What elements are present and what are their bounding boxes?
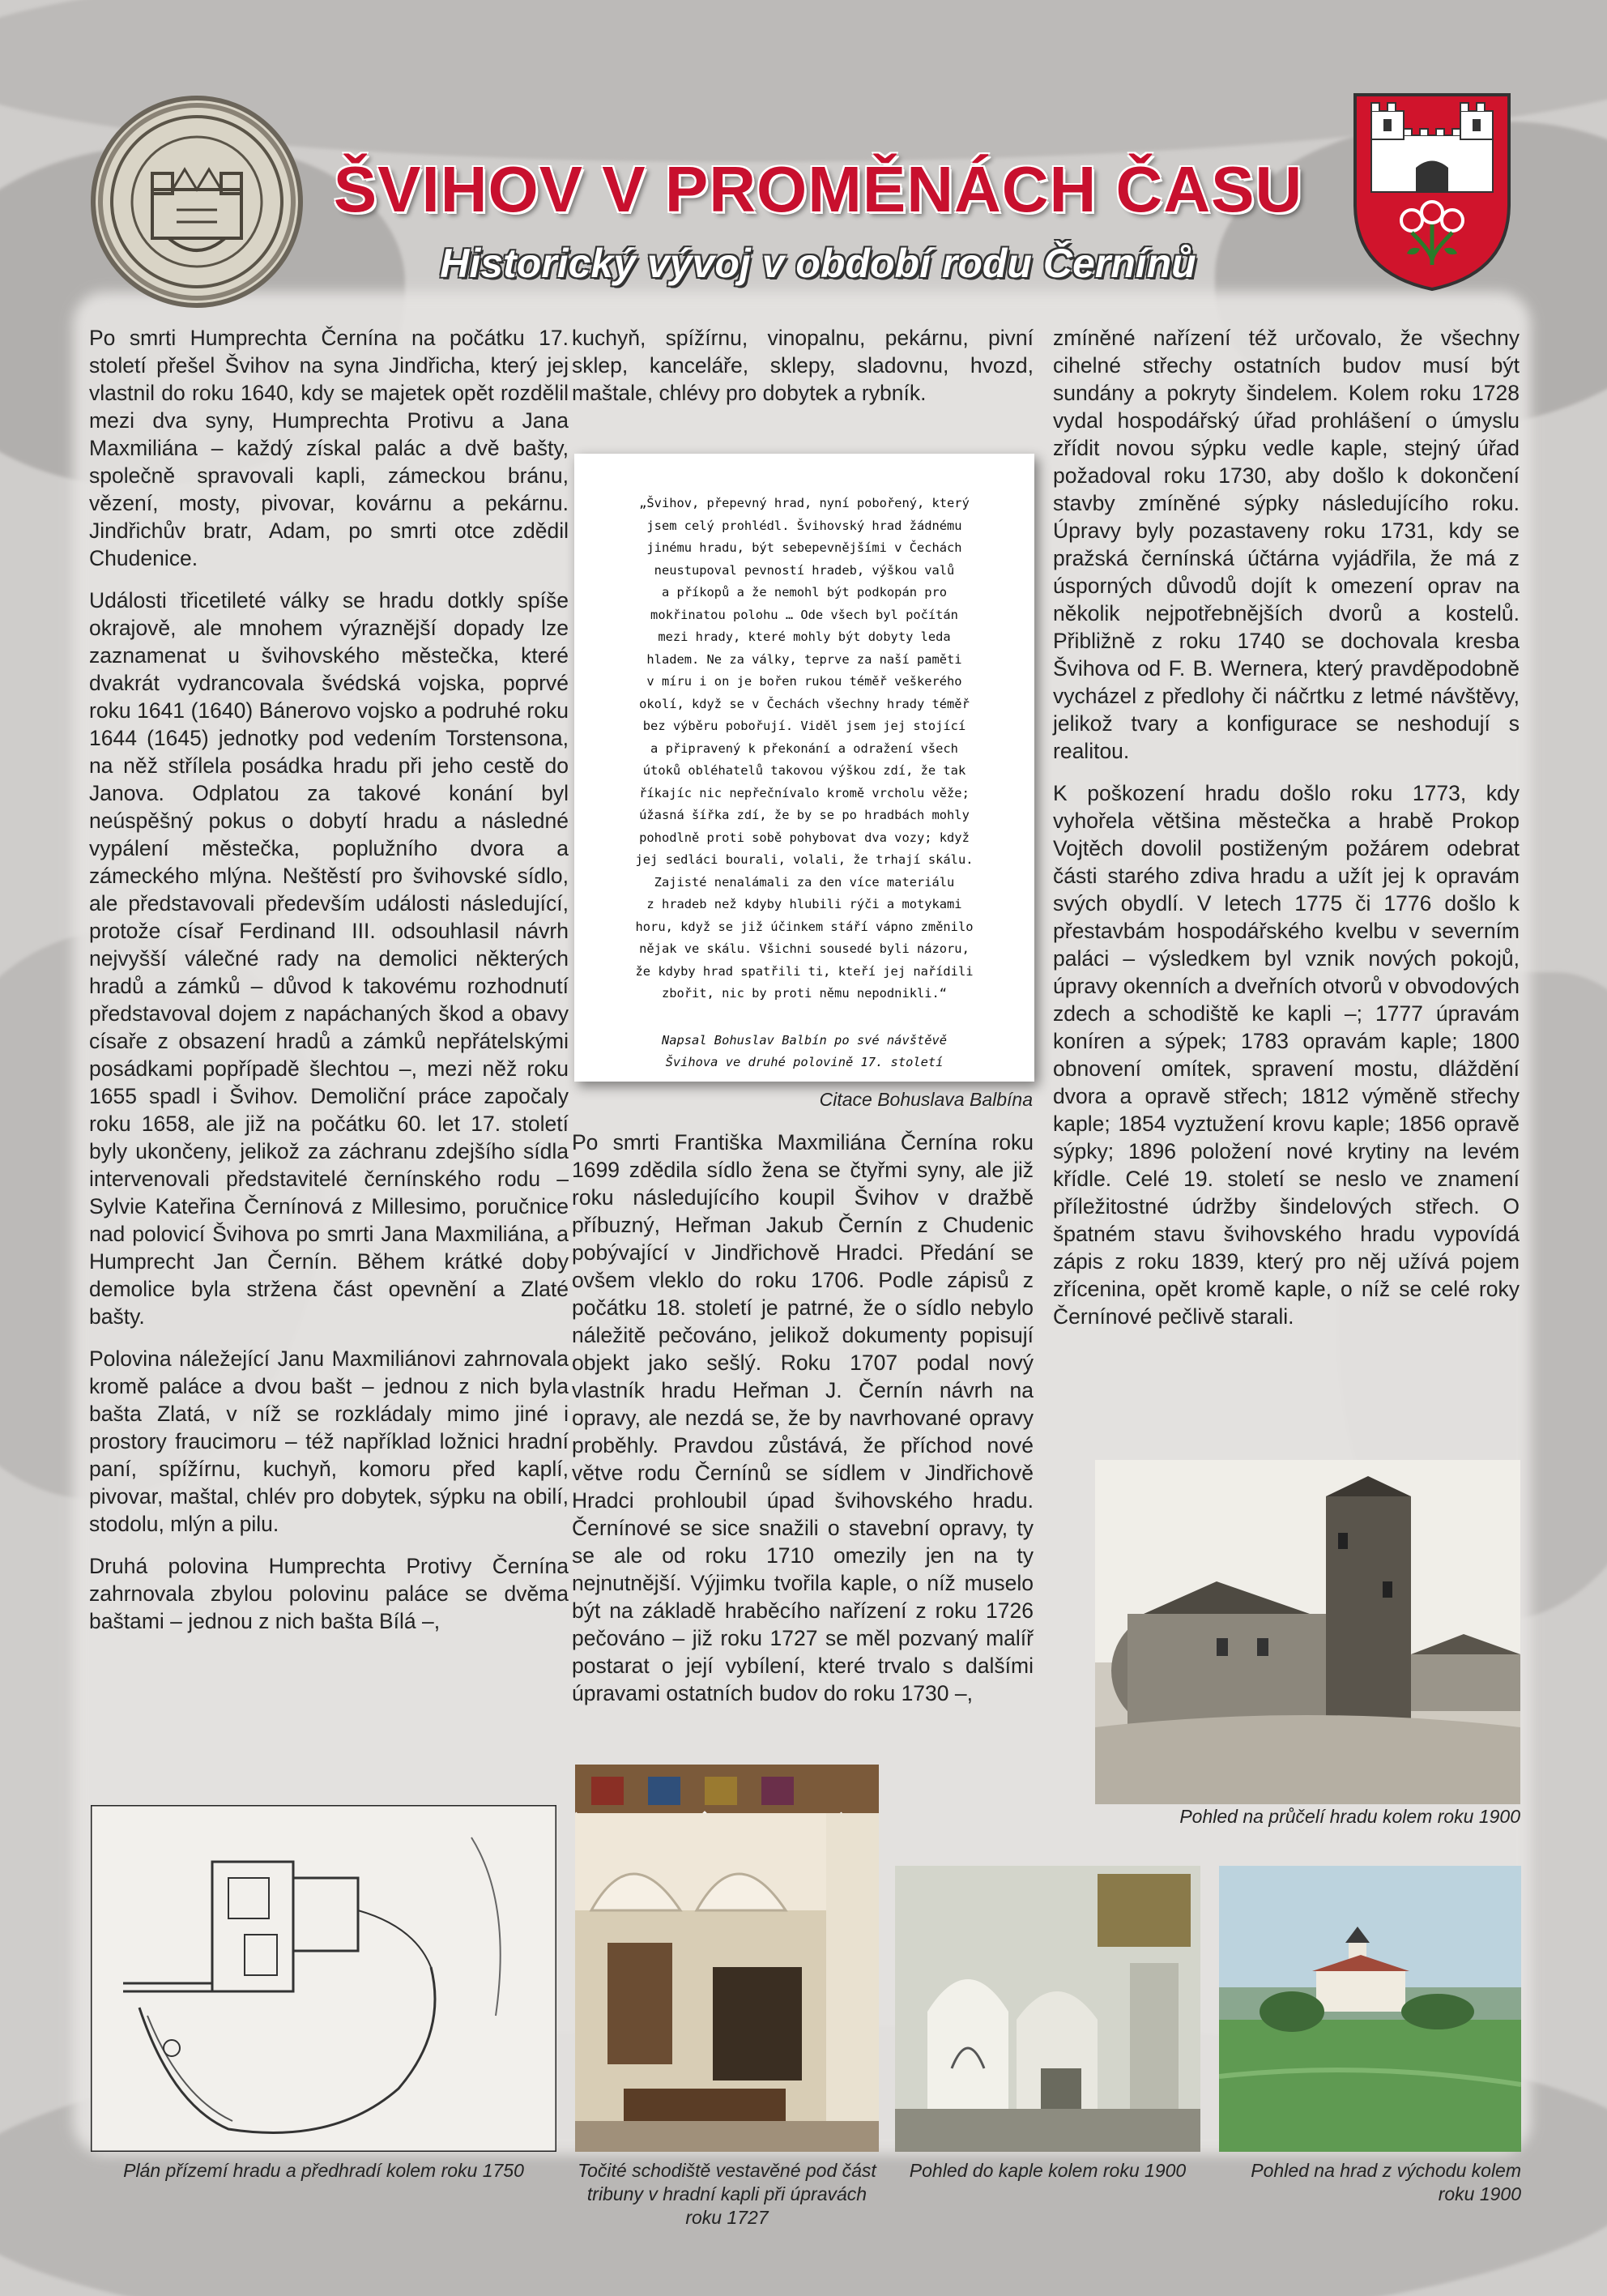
caption-chapel: Pohled do kaple kolem roku 1900	[909, 2160, 1187, 2181]
town-seal-emblem	[91, 96, 303, 308]
paragraph: Polovina náležející Janu Maxmiliánovi zahrnovala kromě paláce a dvou bašt – jednou z nich byla bašta Zlatá, v níž se rozkládaly mimo jiné i prostory fraucimoru – též například ložnici hradní paní, spížírnu, kuchyň, komoru před kaplí, pivovar, maštal, chlév pro dobytek, sýpku na obilí, stodolu, mlýn a pilu.	[89, 1346, 569, 1536]
paragraph: Druhá polovina Humprechta Protivy Černína zahrnovala zbylou polovinu paláce se dvěma baštami – jednou z nich bašta Bílá –,	[89, 1554, 569, 1633]
paragraph: Události třicetileté války se hradu dotkly spíše okrajově, ale mnohem výraznější dopady lze zaznamenat u švihovského městečka, které dvakrát vydrancovala švédská vojska, poprvé roku 1641 (1640) Bánerovo vojsko a podruhé roku 1644 (1645) jednotky pod vedením Torstensona, na něž střílela posádka hradu při jeho cestě do Janova. Odplatou za takové konání byl neúspěšný pokus o dobytí hradu a následné vypálení městečka, poplužního dvora a zámeckého mlýna. Neštěstí pro švihovské sídlo, ale představovali především události následující, protože císař Ferdinand III. odsouhlasil návrh nejvyšší válečné rady na demolici některých hradů a zámků – důvod k takovému rozhodnutí představoval dojem z napáchaných škod a obavy císaře z obsazení hradů a zámků nepřátelskými posádkami popřípadě šlechtou –, mezi něž roku 1655 spadl i Švihov. Demoliční práce započaly roku 1658, ale již na počátku 60. let 17. století byly ukončeny, jelikož za záchranu zdejšího sídla intervenovali představitelé černínského rodu – Sylvie Kateřina Černínová z Millesimo, poručnice nad polovicí Švihova po smrti Jana Maxmiliána, a Humprecht Jan Černín. Během krátké doby demolice byla stržena část opevnění a Zlaté bašty.	[89, 588, 569, 1329]
seal-icon	[96, 100, 298, 303]
chapel-interior-photo	[895, 1866, 1200, 2152]
caption-floor-plan: Plán přízemí hradu a předhradí kolem roku 1750	[123, 2160, 524, 2181]
caption-castle-front: Pohled na průčelí hradu kolem roku 1900	[1179, 1806, 1520, 1827]
castle-east-photo	[1219, 1866, 1521, 2152]
coat-of-arms-emblem	[1351, 91, 1513, 293]
caption-staircase: Točité schodiště vestavěné pod část tribuny v hradní kapli při úpravách roku 1727	[578, 2160, 876, 2228]
text-column-3	[1053, 324, 1520, 1345]
paragraph: zmíněné nařízení též určovalo, že všechny cihelné střechy ostatních budov musí být sundány a pokryty šindelem. Kolem roku 1728 vydal hospodářský úřad prohlášení o úmyslu zřídit novou sýpku vedle kaple, stejný úřad požadoval roku 1730, aby došlo k dokončení stavby zmíněné sýpky následujícího roku. Úpravy byly pozastaveny roku 1731, kdy se pražská černínská účtárna vyjádřila, že má z úsporných důvodů dojít k omezení oprav na několik nejpotřebnějších dvorů a kostelů. Přibližně z roku 1740 se dochovala kresba Švihova od F. B. Wernera, který pravděpodobně vycházel z předlohy či náčrtku z letmé návštěvy, jelikož tvary a konfigurace se neshodují s realitou.	[1053, 326, 1520, 763]
caption-east-view: Pohled na hrad z východu kolem roku 1900	[1251, 2160, 1521, 2204]
balbin-quote-box	[574, 454, 1034, 1082]
text-column-2-bottom	[572, 1129, 1034, 1722]
paragraph: Po smrti Humprechta Černína na počátku 17. století přešel Švihov na syna Jindřicha, který jej vlastnil do roku 1640, kdy se majetek opět rozdělil mezi dva syny, Humprechta Protivu a Jana Maxmiliána – každý získal palác a dvě bašty, společně spravovali kapli, zámeckou bránu, vězení, mosty, pivovar, kovárnu a pekárnu. Jindřichův bratr, Adam, po smrti otce zdědil Chudenice.	[89, 326, 569, 570]
quote-text: „Švihov, přepevný hrad, nyní pobořený, který jsem celý prohlédl. Švihovský hrad žádnému jinému hradu, být sebepevnějšími v Čechách neustupoval pevností hradeb, výškou valů a příkopů a že nemohl být podkopán pro mokřinatou polohu … Ode všech byl počítán mezi hrady, které mohly být dobyty leda hladem. Ne za války, teprve za naší paměti v míru i on je bořen rukou téměř veškerého okolí, když se v Čechách všechny hrady téměř bez výběru pobořují. Viděl jsem jej stojící a připravený k překonání a odražení všech útoků obléhatelů takovou výškou zdí, že tak říkajíc nic nepřečnívalo kromě vrcholu věže; úžasná šířka zdí, že by se po hradbách mohly pohodlně proti sobě pohybovat dva vozy; když jej sedláci bourali, volali, že trhají skálu. Zajisté nenalámali za den více materiálu z hradeb než kdyby hlubili rýči a motykami horu, když se již účinkem stáří vápno změnilo nějak ve skálu. Všichni sousedé byli názoru, že kdyby hrad spatřili ti, kteří jej nařídili zbořit, nic by proti němu nepodnikli.“	[635, 496, 974, 1001]
shield-icon	[1351, 91, 1513, 293]
paragraph: K poškození hradu došlo roku 1773, kdy vyhořela většina městečka a hrabě Prokop Vojtěch dovolil postiženým požárem odebrat části starého zdiva hradu a užít jej k opravám svých obydlí. V letech 1775 či 1776 došlo k přestavbám hospodářského kvelbu v severním paláci – výsledkem byl vznik nových pokojů, úpravy okenních a dveřních otvorů v obvodových zdech a schodiště ke kapli –; 1777 úpravám koníren a sýpek; 1783 opravám kaple; 1800 obnovení omítek, spravení mostu, dláždění dvora a opravě střech; 1812 výměně střechy kaple; 1854 vyztužení krovu kaple; 1856 opravě sýpky; 1896 položení nové krytiny na levém křídle. Celé 19. století se neslo ve znamení příležitostné údržby šindelových střech. O špatném stavu švihovského hradu vypovídá zápis z roku 1839, který pro něj užívá pojem zřícenina, opět kromě kaple, o níž se celé roky Černínové pečlivě starali.	[1053, 781, 1520, 1329]
page-title: ŠVIHOV V PROMĚNÁCH ČASU	[333, 153, 1303, 225]
floor-plan-drawing	[91, 1805, 556, 2152]
text-column-2-top	[572, 324, 1034, 421]
chapel-staircase-photo	[575, 1765, 879, 2152]
castle-front-photo	[1095, 1460, 1520, 1804]
paragraph: kuchyň, spížírnu, vinopalnu, pekárnu, pivní sklep, kanceláře, sklepy, sladovnu, hvozd, maštale, chlévy pro dobytek a rybník.	[572, 326, 1034, 405]
paragraph: Po smrti Františka Maxmiliána Černína roku 1699 zdědila sídlo žena se čtyřmi syny, ale již roku následujícího koupil Švihov v dražbě příbuzný, Heřman Jakub Černín z Chudenic pobývající v Jindřichově Hradci. Předání se ovšem vleklo do roku 1706. Podle zápisů z počátku 18. století je patrné, že o sídlo nebylo náležitě pečováno, jelikož dokumenty popisují objekt jako sešlý. Roku 1707 podal nový vlastník hradu Heřman J. Černín návrh na opravy, ale nezdá se, že by navrhované opravy proběhly. Pravdou zůstává, že příchod nové větve rodu Černínů se sídlem v Jindřichově Hradci prohloubil úpad švihovského hradu. Černínové se sice snažili o stavební opravy, ty se ale od roku 1710 omezily jen na ty nejnutnější. Výjimku tvořila kaple, o níž muselo být na základě hraběcího nařízení z roku 1726 pečováno – již roku 1727 se měl pozvaný malíř postarat o její vybílení, které trvalo s dalšími úpravami ostatních budov do roku 1730 –,	[572, 1130, 1034, 1705]
quote-signature: Napsal Bohuslav Balbín po své návštěvě Švihova ve druhé polovině 17. století	[661, 1032, 948, 1069]
text-column-1	[89, 324, 569, 1649]
quote-caption: Citace Bohuslava Balbína	[819, 1089, 1033, 1110]
page-subtitle: Historický vývoj v období rodu Černínů	[440, 241, 1196, 286]
